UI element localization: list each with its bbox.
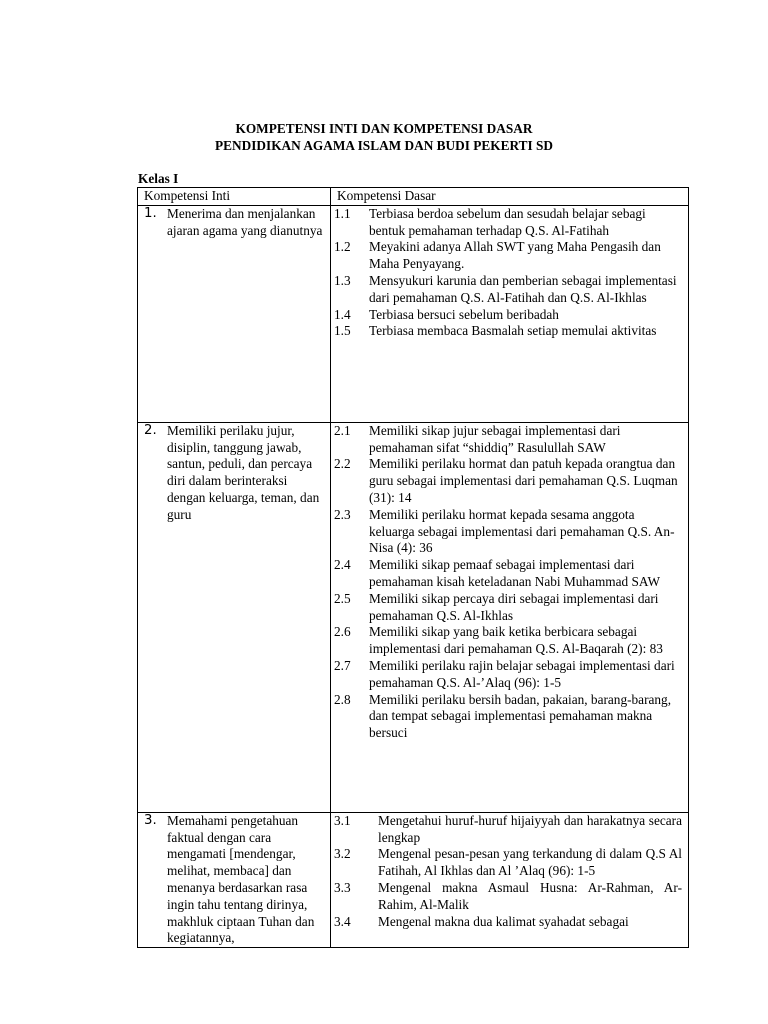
kd-item [334,624,682,658]
header-cell-kompetensi-dasar [331,188,689,206]
kd-text: Mengenal pesan-pesan yang terkandung di dalam Q.S Al Fatihah, Al Ikhlas dan Al ’Alaq (96): 1-5 [378,846,682,879]
kd-number: 3.2 [334,846,351,862]
kd-number: 2.6 [334,624,351,640]
table-row [138,205,689,422]
ki-cell [138,422,331,812]
kd-number: 2.4 [334,557,351,573]
kd-list [331,423,688,742]
kd-text: Memiliki sikap percaya diri sebagai implementasi dari pemahaman Q.S. Al-Ikhlas [369,590,659,623]
kd-item [334,206,682,240]
ki-cell [138,205,331,422]
ki-number: 1. [144,205,157,221]
kd-item [334,507,682,557]
kd-number: 3.3 [334,879,351,895]
kd-cell [331,205,689,422]
ki-text: Menerima dan menjalankan ajaran agama yang dianutnya [167,205,323,238]
kd-text: Memiliki sikap jujur sebagai implementasi dari pemahaman sifat “shiddiq” Rasulullah SAW [369,422,621,455]
kd-text: Mengetahui huruf-huruf hijaiyyah dan harakatnya secara lengkap [378,812,682,845]
table-row [138,812,689,947]
kd-text: Memiliki sikap pemaaf sebagai implementasi dari pemahaman kisah keteladanan Nabi Muhammad SAW [369,557,661,589]
kd-number: 2.2 [334,456,351,472]
kd-item [334,239,682,273]
kd-text: Memiliki perilaku hormat dan patuh kepada orangtua dan guru sebagai implementasi dari pemahaman Q.S. Luqman (31): 14 [369,456,678,505]
kd-text: Mengenal makna dua kalimat syahadat sebagai [378,913,629,929]
header-cell-kompetensi-inti [138,188,331,206]
kd-number: 1.1 [334,205,351,221]
kd-number: 1.2 [334,239,351,255]
kd-item [334,914,682,931]
kd-text: Memiliki perilaku rajin belajar sebagai implementasi dari pemahaman Q.S. Al-’Alaq (96): 1-5 [369,657,675,690]
kd-number: 1.4 [334,306,351,322]
kd-number: 2.1 [334,422,351,438]
table-row [138,422,689,812]
ki-text: Memiliki perilaku jujur, disiplin, tanggung jawab, santun, peduli, dan percaya diri dalam berinteraksi dengan keluarga, teman, dan guru [167,422,320,522]
kd-text: Mensyukuri karunia dan pemberian sebagai implementasi dari pemahaman Q.S. Al-Fatihah dan Q.S. Al-Ikhlas [369,272,677,305]
ki-number: 2. [144,422,157,438]
kd-item [334,307,682,324]
document-title-line-2: PENDIDIKAN AGAMA ISLAM DAN BUDI PEKERTI SD [215,138,553,153]
kd-number: 3.1 [334,812,351,828]
ki-text: Memahami pengetahuan faktual dengan cara mengamati [mendengar, melihat, membaca] dan menanya berdasarkan rasa ingin tahu tentang dirinya, makhluk ciptaan Tuhan dan kegiatannya, [167,812,315,946]
kd-item [334,813,682,847]
header-label: Kompetensi Inti [144,188,231,203]
kd-item [334,423,682,457]
kd-item [334,658,682,692]
kd-item [334,557,682,591]
kd-number: 2.5 [334,590,351,606]
kd-text: Mengenal makna Asmaul Husna: Ar-Rahman, Ar-Rahim, Al-Malik [378,879,682,912]
ki-item [138,423,330,524]
ki-cell [138,812,331,947]
ki-number: 3. [144,812,157,828]
kd-cell [331,812,689,947]
kd-text: Meyakini adanya Allah SWT yang Maha Pengasih dan Maha Penyayang. [369,239,661,272]
kd-item [334,273,682,307]
kd-item [334,880,682,914]
section-label: Kelas I [138,171,179,186]
document-title-line-1: KOMPETENSI INTI DAN KOMPETENSI DASAR [235,121,533,136]
table-header-row [138,188,689,206]
kd-cell [331,422,689,812]
kd-item [334,323,682,340]
competency-table-container [137,187,686,946]
kd-item [334,456,682,506]
kd-text: Memiliki perilaku hormat kepada sesama anggota keluarga sebagai implementasi dari pemahaman Q.S. An-Nisa (4): 36 [369,506,675,556]
kd-number: 1.5 [334,323,351,339]
kd-item [334,692,682,742]
kd-number: 2.3 [334,506,351,522]
kd-text: Terbiasa membaca Basmalah setiap memulai aktivitas [369,323,657,339]
kd-number: 2.8 [334,691,351,707]
kd-number: 1.3 [334,272,351,288]
header-label: Kompetensi Dasar [337,188,436,203]
ki-item [138,206,330,240]
kd-list [331,206,688,340]
kd-text: Terbiasa berdoa sebelum dan sesudah belajar sebagi bentuk pemahaman terhadap Q.S. Al-Fatihah [369,205,646,238]
kd-text: Memiliki perilaku bersih badan, pakaian, barang-barang, dan tempat sebagai implementasi pemahaman makna bersuci [369,691,672,741]
kd-text: Terbiasa bersuci sebelum beribadah [369,306,559,322]
kd-item [334,846,682,880]
ki-item [138,813,330,947]
competency-table [137,187,689,948]
kd-item [334,591,682,625]
kd-list [331,813,688,931]
kd-text: Memiliki sikap yang baik ketika berbicara sebagai implementasi dari pemahaman Q.S. Al-Baqarah (2): 83 [369,624,663,657]
kd-number: 2.7 [334,657,351,673]
kd-number: 3.4 [334,913,351,929]
